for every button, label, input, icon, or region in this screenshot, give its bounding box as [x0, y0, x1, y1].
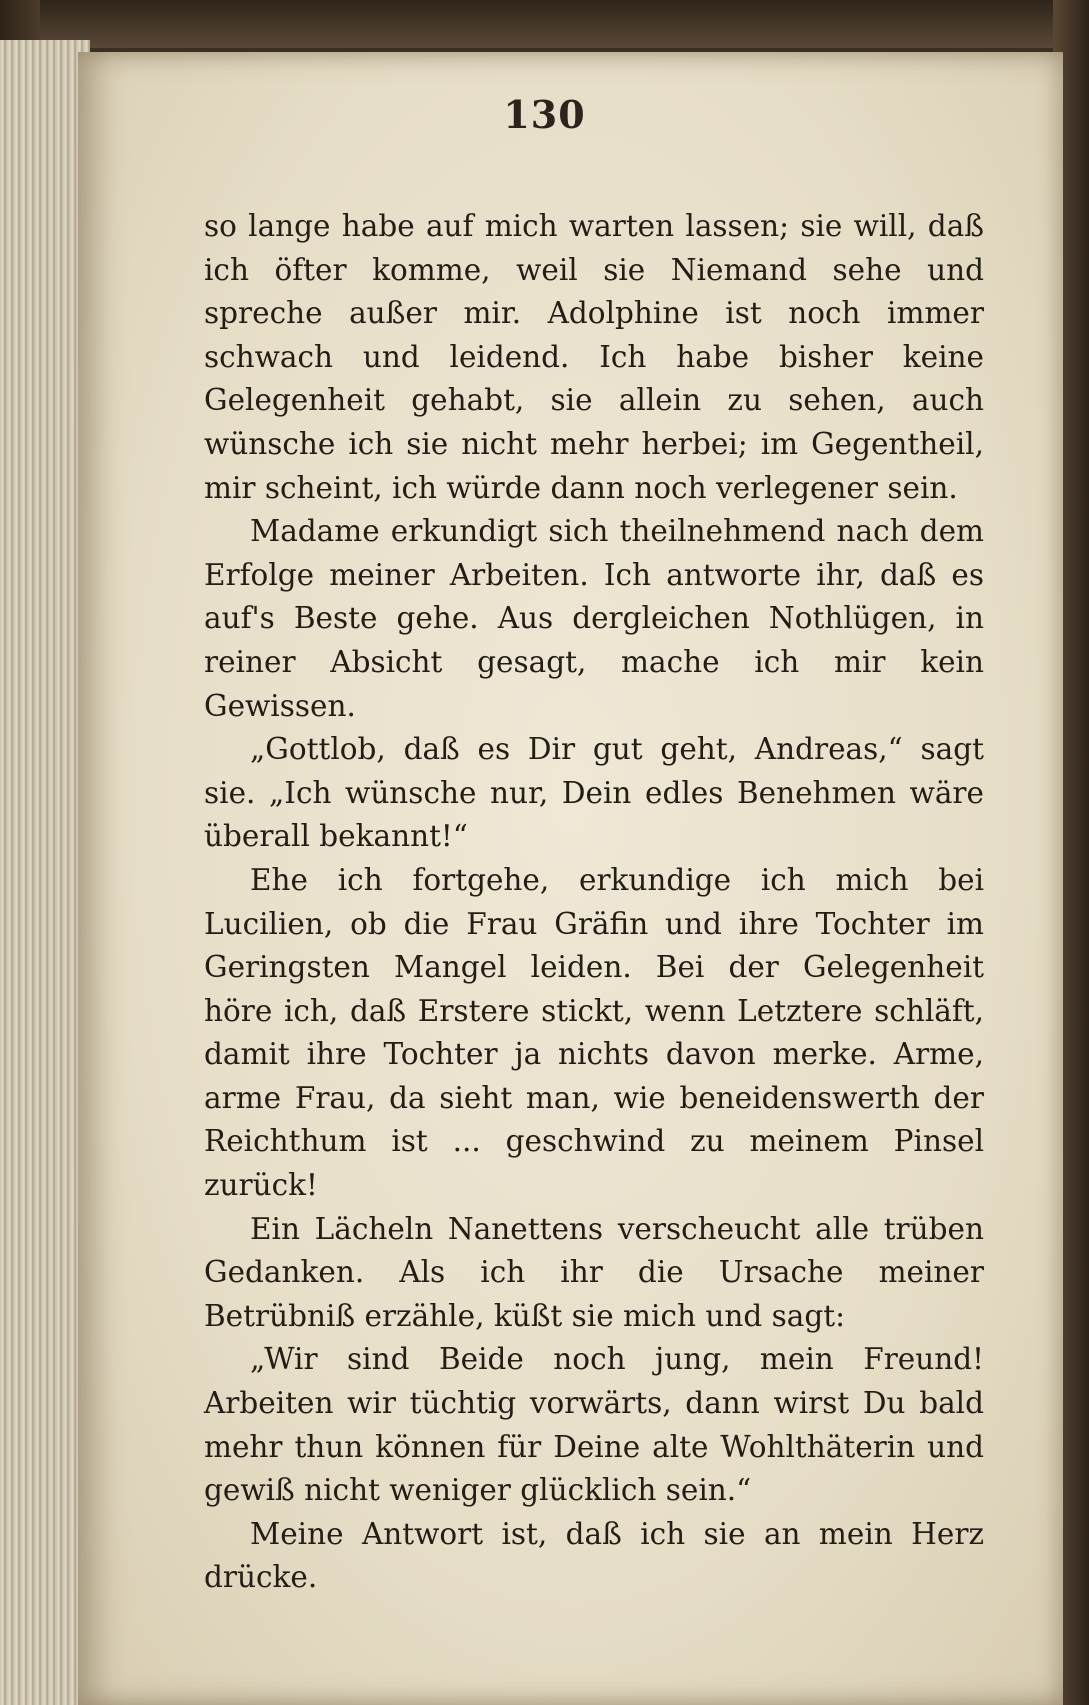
paragraph: Madame erkundigt sich theilnehmend nach dem Erfolge meiner Arbeiten. Ich antworte ihr, daß es auf's Beste gehe. Aus dergleichen Nothlügen, in reiner Absicht gesagt, mache ich mir kein Gewissen.	[204, 514, 984, 723]
paragraph: so lange habe auf mich warten lassen; sie will, daß ich öfter komme, weil sie Niemand sehe und spreche außer mir. Adolphine ist noch immer schwach und leidend. Ich habe bisher keine Gelegenheit gehabt, sie allein zu sehen, auch wünsche ich sie nicht mehr herbei; im Gegentheil, mir scheint, ich würde dann noch verlegener sein.	[204, 209, 984, 505]
page-number: 130	[503, 92, 586, 137]
page-text	[204, 205, 984, 1600]
paragraph: „Gottlob, daß es Dir gut geht, Andreas,“ sagt sie. „Ich wünsche nur, Dein edles Benehmen wäre überall bekannt!“	[204, 732, 984, 854]
paragraph: Meine Antwort ist, daß ich sie an mein Herz drücke.	[204, 1516, 984, 1595]
paragraph: Ehe ich fortgehe, erkundige ich mich bei Lucilien, ob die Frau Gräfin und ihre Tochter im Geringsten Mangel leiden. Bei der Gelegenheit höre ich, daß Erstere stickt, wenn Letztere schläft, damit ihre Tochter ja nichts davon merke. Arme, arme Frau, da sieht man, wie beneidenswerth der Reichthum ist ... geschwind zu meinem Pinsel zurück!	[204, 862, 984, 1203]
book-cover-top-edge	[0, 0, 1089, 48]
paragraph: „Wir sind Beide noch jung, mein Freund! Arbeiten wir tüchtig vorwärts, dann wirst Du bald mehr thun können für Deine alte Wohlthäterin und gewiß nicht weniger glücklich sein.“	[204, 1342, 984, 1508]
page-stack-edges	[0, 40, 90, 1705]
paragraph: Ein Lächeln Nanettens verscheucht alle trüben Gedanken. Als ich ihr die Ursache meiner Betrübniß erzähle, küßt sie mich und sagt:	[204, 1211, 984, 1333]
